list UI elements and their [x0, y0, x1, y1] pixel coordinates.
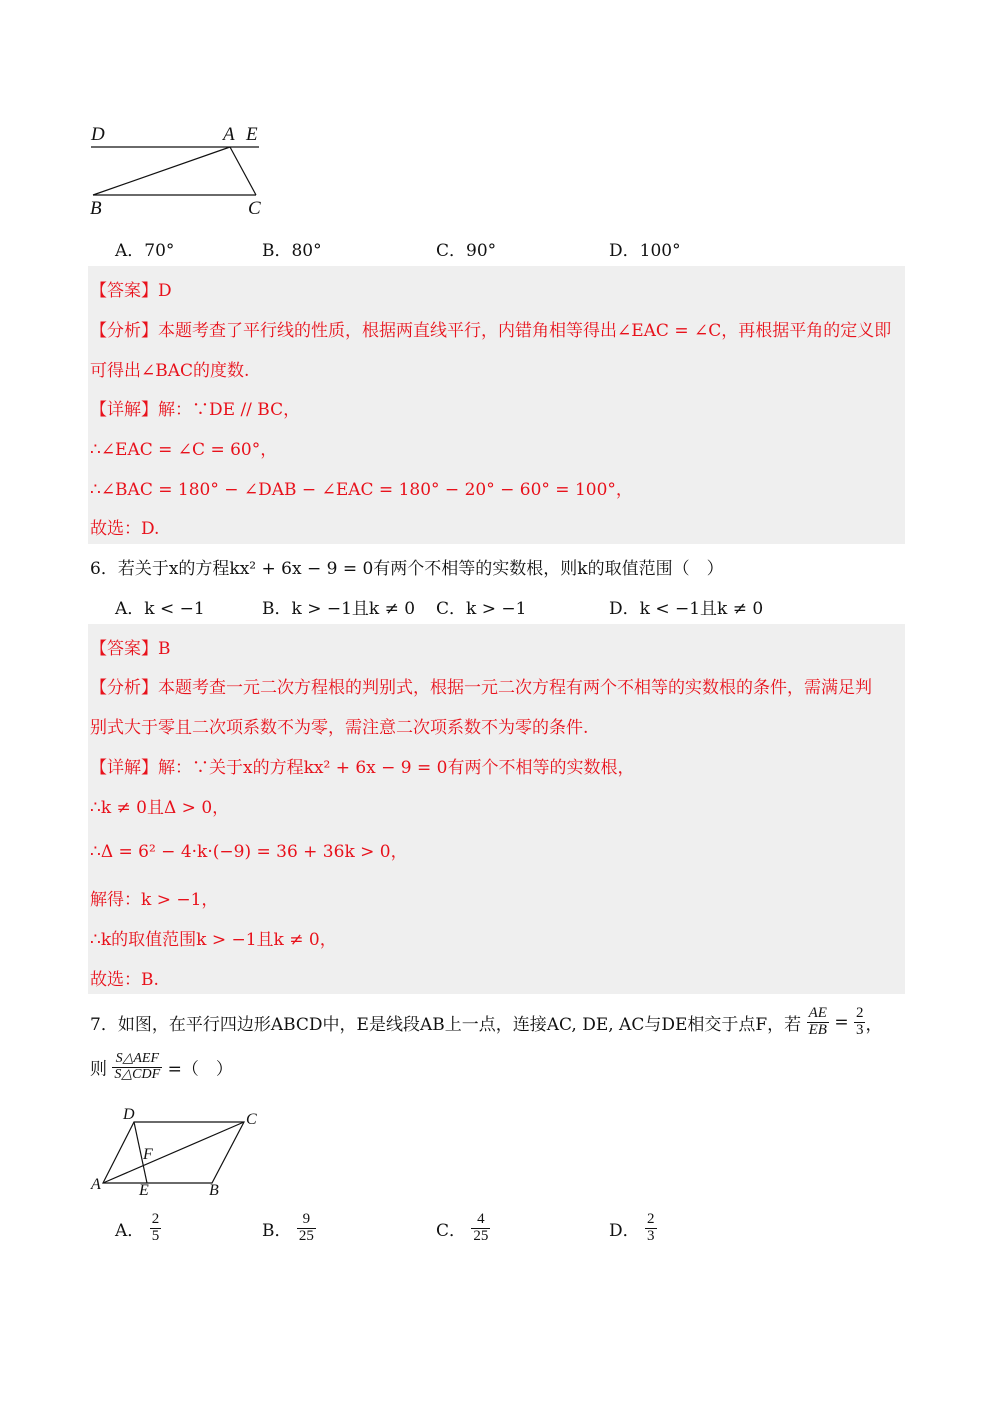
- label-b: B: [90, 198, 102, 219]
- detail-line-2: ∴k ≠ 0且Δ > 0，: [90, 798, 230, 818]
- detail-text: 解：∵关于x的方程kx² + 6x − 9 = 0有两个不相等的实数根，: [158, 758, 635, 778]
- answer-tag: 【答案】: [90, 281, 158, 301]
- detail-line-6: 故选：B.: [90, 970, 159, 990]
- option-denominator: 25: [298, 1227, 314, 1244]
- option-numerator: 9: [297, 1212, 316, 1229]
- answer-tag: 【答案】: [90, 639, 158, 659]
- stem-2-suffix: =（ ）: [167, 1059, 233, 1080]
- q7-option-d[interactable]: [609, 1212, 657, 1245]
- label-b: B: [209, 1182, 219, 1199]
- option-denominator: 3: [647, 1227, 655, 1244]
- detail-line-3: ∴∠BAC = 180° − ∠DAB − ∠EAC = 180° − 20° − 60° = 100°，: [90, 480, 633, 500]
- analysis-tag: 【分析】: [90, 321, 158, 341]
- ratio-value-denominator: 3: [855, 1021, 864, 1038]
- option-fraction: [645, 1212, 657, 1245]
- analysis-tag: 【分析】: [90, 678, 158, 698]
- answer-line: [90, 276, 172, 301]
- q6-option-a[interactable]: A．k < −1: [115, 599, 205, 619]
- detail-line-4: 故选：D.: [90, 519, 160, 539]
- ratio-fraction: [807, 1006, 829, 1039]
- question-7-stem-2: [90, 1052, 233, 1082]
- option-numerator: 2: [647, 1211, 655, 1227]
- segment-ac: [230, 147, 256, 195]
- analysis-line-2: 可得出∠BAC的度数.: [90, 361, 250, 381]
- answer-line: [90, 634, 171, 659]
- analysis-line-1: [90, 316, 891, 341]
- q5-option-a[interactable]: A．70°: [115, 241, 175, 261]
- option-numerator: 4: [471, 1212, 490, 1229]
- question-7-text: 7．如图，在平行四边形ABCD中，E是线段AB上一点，连接AC, DE, AC与DE相交于点F，若: [90, 1014, 802, 1035]
- label-a: A: [223, 124, 235, 145]
- label-e: E: [246, 124, 258, 145]
- detail-line-5: ∴k的取值范围k > −1且k ≠ 0，: [90, 930, 337, 950]
- q7-option-a[interactable]: [115, 1212, 161, 1245]
- ratio-value-numerator: 2: [855, 1005, 864, 1021]
- segment-ab: [93, 147, 230, 195]
- label-c: C: [246, 1111, 257, 1128]
- stem-2-prefix: 则: [90, 1059, 107, 1080]
- detail-line-2: ∴∠EAC = ∠C = 60°，: [90, 440, 278, 460]
- label-f: F: [143, 1146, 153, 1163]
- option-letter: D．: [609, 1220, 640, 1241]
- detail-tag: 【详解】: [90, 758, 158, 778]
- option-numerator: 2: [151, 1211, 160, 1227]
- analysis-line-1: [90, 673, 872, 698]
- label-d: D: [123, 1106, 135, 1123]
- ratio-denominator: EB: [808, 1021, 827, 1038]
- label-c: C: [248, 198, 261, 219]
- answer-value: D: [158, 281, 172, 301]
- option-fraction: [150, 1212, 162, 1245]
- ratio-value: [854, 1006, 866, 1039]
- q6-option-d[interactable]: D．k < −1且k ≠ 0: [609, 599, 764, 619]
- q5-option-d[interactable]: D．100°: [609, 241, 681, 261]
- diagonal-ac: [103, 1122, 244, 1183]
- analysis-line-2: 别式大于零且二次项系数不为零，需注意二次项系数不为零的条件.: [90, 718, 589, 738]
- option-denominator: 5: [151, 1227, 160, 1244]
- ratio-numerator: AE: [808, 1005, 827, 1021]
- option-denominator: 25: [473, 1227, 489, 1244]
- q5-option-c[interactable]: C．90°: [436, 241, 497, 261]
- option-fraction: [471, 1212, 490, 1245]
- area-fraction: [112, 1052, 162, 1082]
- analysis-text: 本题考查一元二次方程根的判别式，根据一元二次方程有两个不相等的实数根的条件，需满足判: [158, 678, 872, 698]
- label-d: D: [91, 124, 105, 145]
- detail-line-3: ∴Δ = 6² − 4·k·(−9) = 36 + 36k > 0，: [90, 842, 408, 862]
- analysis-text: 本题考查了平行线的性质，根据两直线平行，内错角相等得出∠EAC = ∠C，再根据平角的定义即: [158, 321, 892, 341]
- detail-tag: 【详解】: [90, 400, 158, 420]
- detail-line-4: 解得：k > −1，: [90, 890, 219, 910]
- q6-option-c[interactable]: C．k > −1: [436, 599, 527, 619]
- q6-option-b[interactable]: B．k > −1且k ≠ 0: [262, 599, 416, 619]
- parallelogram-figure: [90, 1110, 270, 1205]
- question-7-stem: 7．如图，在平行四边形ABCD中，E是线段AB上一点，连接AC, DE, AC与DE相交于点F，若 $\frac{AE}{EB}$ = $\frac{2}{3}$ ，: [90, 1005, 883, 1038]
- answer-box-q5: [88, 266, 905, 544]
- q7-option-c[interactable]: [436, 1212, 490, 1245]
- label-e: E: [139, 1182, 149, 1199]
- option-letter: A．: [115, 1220, 145, 1241]
- option-fraction: [297, 1212, 316, 1245]
- answer-value: B: [158, 639, 171, 659]
- label-a: A: [91, 1176, 101, 1193]
- q5-option-b[interactable]: B．80°: [262, 241, 322, 261]
- option-letter: C．: [436, 1220, 467, 1241]
- detail-line-1: [90, 395, 300, 420]
- question-6-stem: 6．若关于x的方程kx² + 6x − 9 = 0有两个不相等的实数根，则k的取值范围（ ）: [90, 559, 724, 579]
- ratio-equals: =: [834, 1012, 849, 1033]
- answer-box-q6: [88, 624, 905, 994]
- area-denominator: S△CDF: [114, 1066, 161, 1082]
- area-numerator: S△AEF: [112, 1052, 162, 1068]
- detail-text: 解：∵DE // BC，: [158, 400, 301, 420]
- option-letter: B．: [262, 1220, 292, 1241]
- q7-option-b[interactable]: [262, 1212, 316, 1245]
- detail-line-1: [90, 753, 634, 778]
